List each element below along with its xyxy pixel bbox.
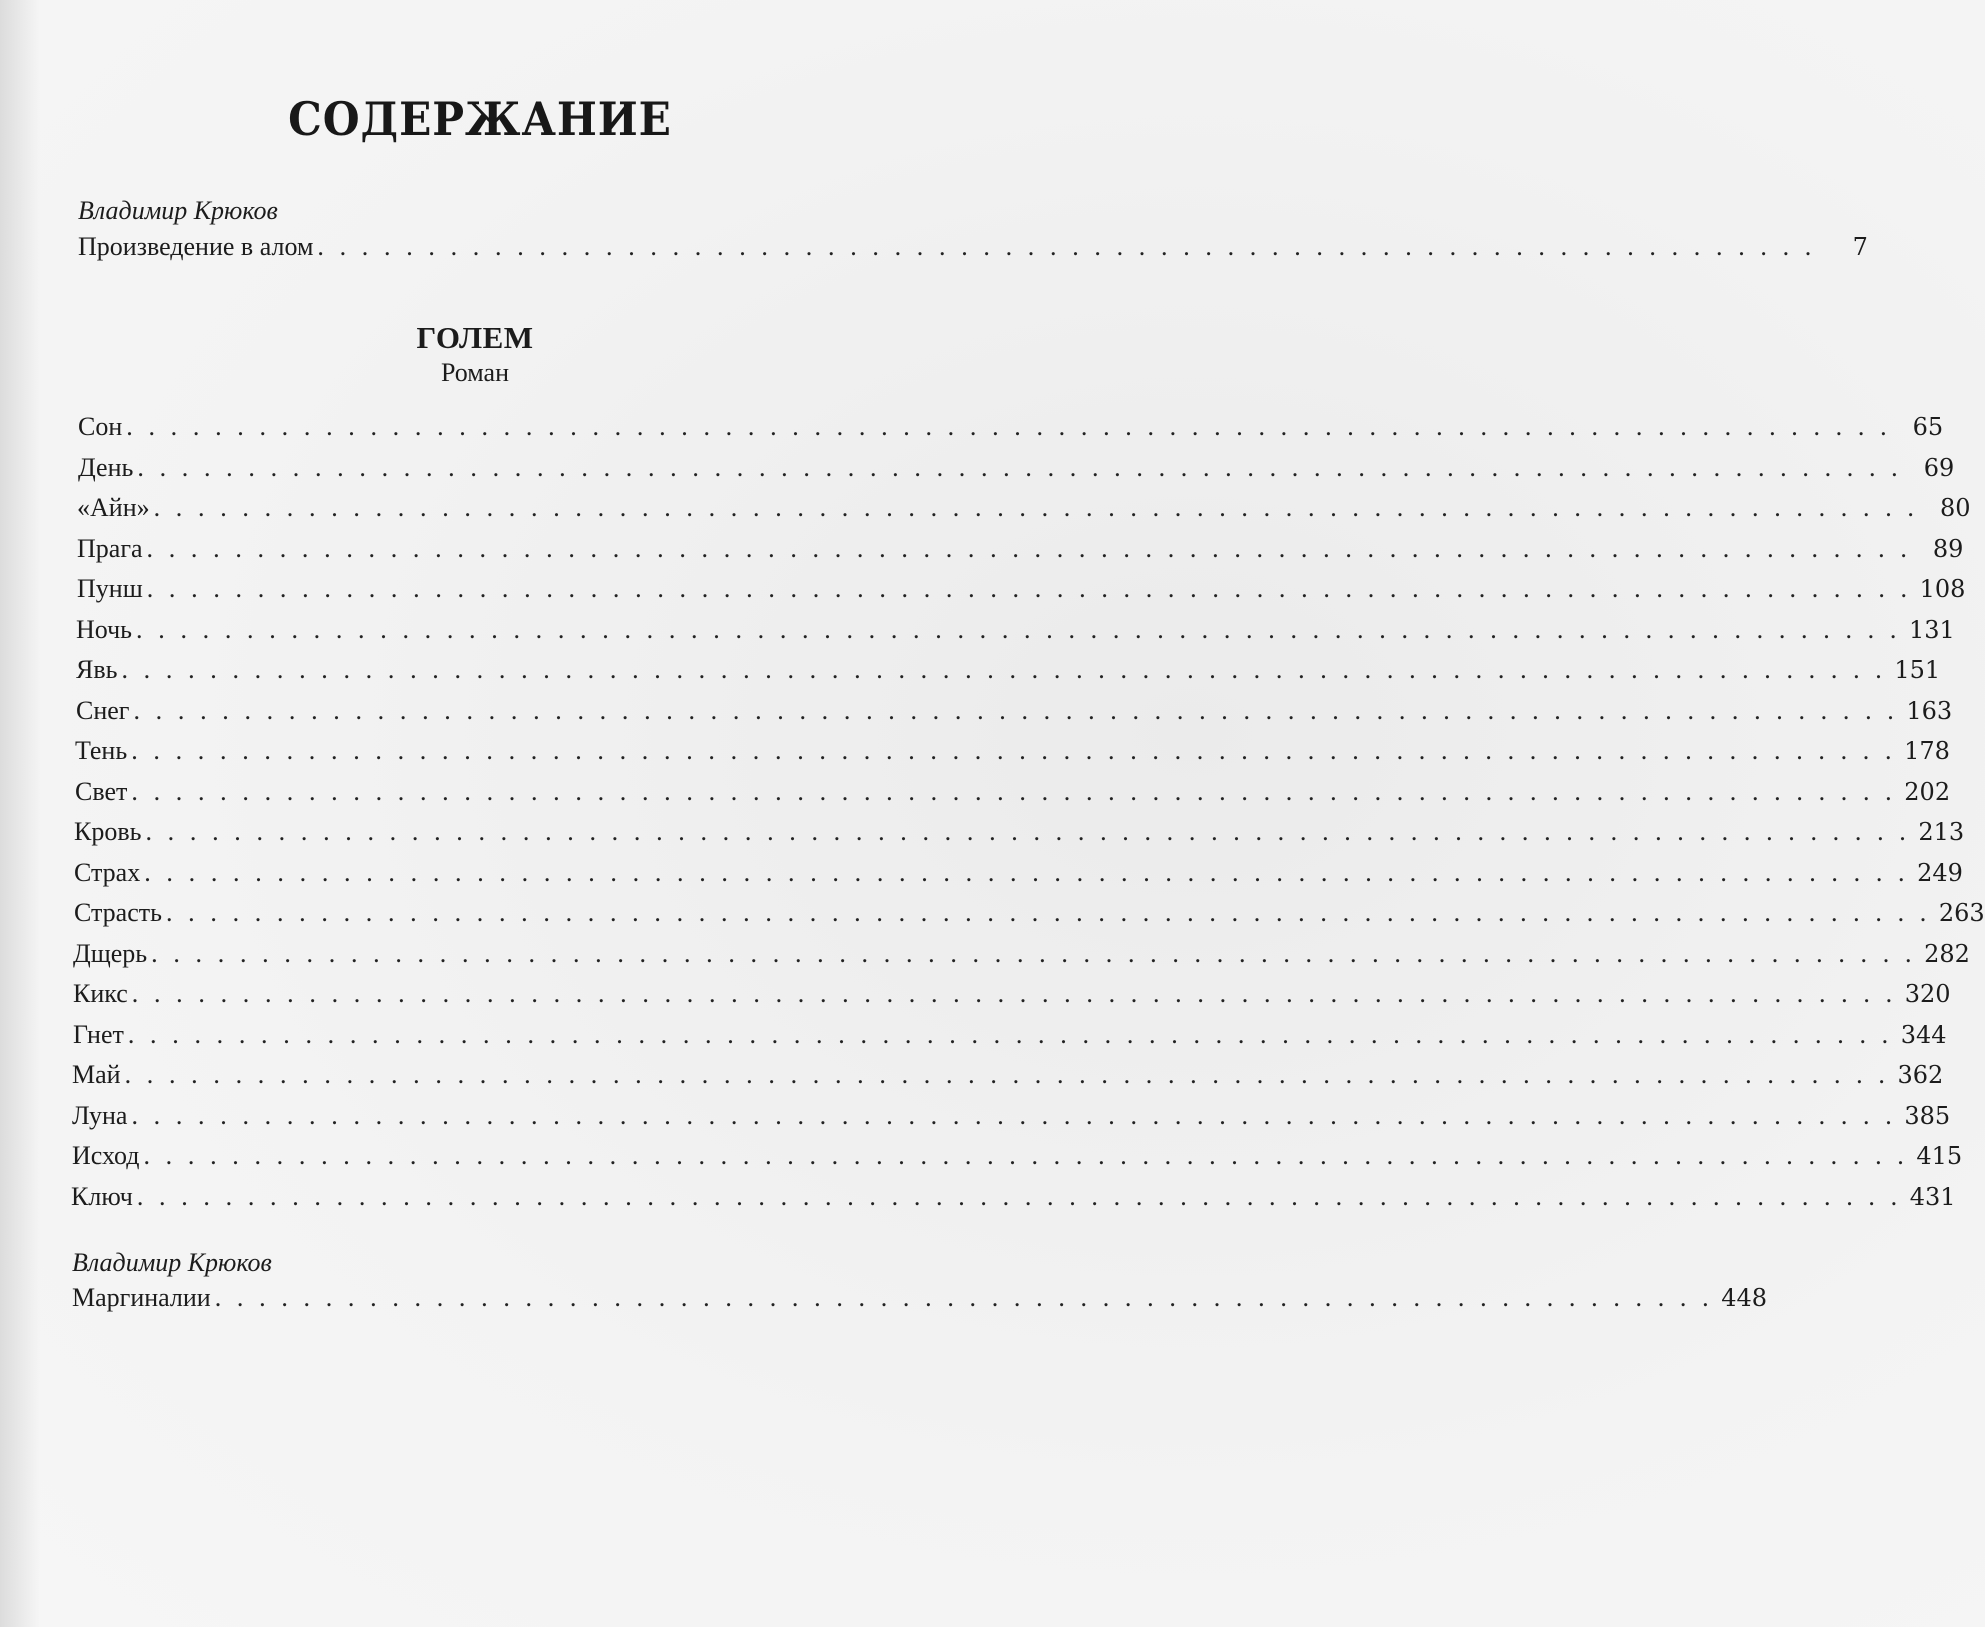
entry-page: 448 (1721, 1284, 1768, 1312)
chapter-title: Прага (77, 534, 143, 563)
section-subtitle: Роман (440, 358, 510, 387)
chapter-entry (74, 856, 1963, 890)
leader-dots: . . . . . . . . . . . . . . . . . . . . . . . . . . . . . . . . . . . . . . . . . . . . . . . . . . . . . . . . . . . . . . . . . . . . . . . . . . . . . . . . (126, 412, 1892, 441)
chapter-page: 249 (1917, 859, 1963, 887)
entry-title: Маргиналии (72, 1283, 211, 1312)
leader-dots: . . . . . . . . . . . . . . . . . . . . . . . . . . . . . . . . . . . . . . . . . . . . . . . . . . . . . . . . . . . . . . . . . . . . . . . . . . . . . . . . (124, 1060, 1890, 1089)
leader-dots: . . . . . . . . . . . . . . . . . . . . . . . . . . . . . . . . . . . . . . . . . . . . . . . . . . . . . . . . . . . . . . . . . . . . . . . . . . . . . . . . (136, 1182, 1902, 1211)
chapter-entry (73, 977, 1951, 1011)
chapter-page: 89 (1932, 535, 1964, 563)
chapter-entry (77, 491, 1971, 525)
chapter-title: Явь (76, 655, 118, 684)
chapter-page: 282 (1924, 940, 1970, 968)
leader-dots: . . . . . . . . . . . . . . . . . . . . . . . . . . . . . . . . . . . . . . . . . . . . . . . . . . . . . . . . . . . . . . . . . . . . (317, 232, 1816, 261)
chapter-page: 163 (1906, 697, 1953, 725)
chapter-title: Кровь (74, 817, 142, 846)
leader-dots: . . . . . . . . . . . . . . . . . . . . . . . . . . . . . . . . . . . . . . . . . . . . . . . . . . . . . . . . . . . . . . . . . . . . . . . . . . . . . . . . (143, 1141, 1909, 1170)
leader-dots: . . . . . . . . . . . . . . . . . . . . . . . . . . . . . . . . . . . . . . . . . . . . . . . . . . . . . . . . . . . . . . . . . . . . . . . . . . . . . . . . (133, 696, 1899, 725)
chapter-entry (74, 815, 1965, 849)
chapter-page: 362 (1897, 1061, 1944, 1089)
leader-dots: . . . . . . . . . . . . . . . . . . . . . . . . . . . . . . . . . . . . . . . . . . . . . . . . . . . . . . . . . . . . . . . . . . . . . . . . . . . . . . . . (131, 777, 1897, 806)
leader-dots: . . . . . . . . . . . . . . . . . . . . . . . . . . . . . . . . . . . . . . . . . . . . . . . . . . . . . . . . . . . . . . . . . . . . . . . . . . . . . . . . (127, 1020, 1893, 1049)
chapter-entry (73, 1018, 1947, 1052)
chapter-title: Ключ (71, 1182, 133, 1211)
chapter-entry (73, 937, 1970, 971)
chapter-title: «Айн» (77, 493, 150, 522)
chapter-title: Май (72, 1060, 121, 1089)
leader-dots: . . . . . . . . . . . . . . . . . . . . . . . . . . . . . . . . . . . . . . . . . . . . . . . . . . . . . . . . . . . . . . . . . . . . . . . . . . . . . . . . (165, 898, 1931, 927)
chapter-entry (75, 734, 1950, 768)
chapter-entry (76, 613, 1955, 647)
leader-dots: . . . . . . . . . . . . . . . . . . . . . . . . . . . . . . . . . . . . . . . . . . . . . . . . . . . . . . . . . . . . . . . . . . . . (214, 1283, 1714, 1312)
chapter-page: 108 (1919, 575, 1966, 603)
chapter-page: 213 (1918, 818, 1965, 846)
chapter-entry (77, 532, 1964, 566)
chapter-page: 320 (1904, 980, 1951, 1008)
page-edge-shadow (0, 0, 40, 1627)
chapter-entry (74, 896, 1985, 930)
leader-dots: . . . . . . . . . . . . . . . . . . . . . . . . . . . . . . . . . . . . . . . . . . . . . . . . . . . . . . . . . . . . . . . . . . . . . . . . . . . . . . . . (131, 1101, 1897, 1130)
chapter-entry (75, 775, 1951, 809)
chapter-page: 263 (1938, 899, 1985, 927)
entry-page: 7 (1852, 233, 1868, 261)
chapter-title: Гнет (73, 1020, 124, 1049)
leader-dots: . . . . . . . . . . . . . . . . . . . . . . . . . . . . . . . . . . . . . . . . . . . . . . . . . . . . . . . . . . . . . . . . . . . . . . . . . . . . . . . . (131, 736, 1897, 765)
intro-entry (78, 230, 1868, 264)
chapter-page: 131 (1908, 616, 1955, 644)
page-title: СОДЕРЖАНИЕ (288, 92, 672, 146)
chapter-page: 151 (1894, 656, 1941, 684)
chapter-page: 431 (1909, 1183, 1956, 1211)
chapter-page: 178 (1904, 737, 1950, 765)
chapter-entry (71, 1180, 1956, 1214)
chapter-title: Свет (75, 777, 128, 806)
chapter-title: Луна (72, 1101, 128, 1130)
leader-dots: . . . . . . . . . . . . . . . . . . . . . . . . . . . . . . . . . . . . . . . . . . . . . . . . . . . . . . . . . . . . . . . . . . . . . . . . . . . . . . . . (137, 453, 1903, 482)
chapter-title: Снег (76, 696, 130, 725)
chapter-page: 415 (1916, 1142, 1963, 1170)
leader-dots: . . . . . . . . . . . . . . . . . . . . . . . . . . . . . . . . . . . . . . . . . . . . . . . . . . . . . . . . . . . . . . . . . . . . . . . . . . . . . . . . (153, 493, 1919, 522)
leader-dots: . . . . . . . . . . . . . . . . . . . . . . . . . . . . . . . . . . . . . . . . . . . . . . . . . . . . . . . . . . . . . . . . . . . . . . . . . . . . . . . . (144, 858, 1910, 887)
chapter-title: Дщерь (73, 939, 148, 968)
chapter-title: Тень (75, 736, 128, 765)
chapter-page: 80 (1939, 494, 1971, 522)
chapter-entry (76, 694, 1953, 728)
chapter-title: Страх (74, 858, 141, 887)
chapter-title: Страсть (74, 898, 162, 927)
chapter-entry (77, 572, 1966, 606)
chapter-title: Пунш (77, 574, 143, 603)
outro-entry (72, 1281, 1768, 1315)
leader-dots: . . . . . . . . . . . . . . . . . . . . . . . . . . . . . . . . . . . . . . . . . . . . . . . . . . . . . . . . . . . . . . . . . . . . . . . . . . . . . . . . (136, 615, 1901, 644)
chapter-entry (72, 1099, 1951, 1133)
chapter-page: 69 (1923, 454, 1955, 482)
chapter-title: Исход (72, 1141, 140, 1170)
section-title: ГОЛЕМ (416, 320, 534, 355)
leader-dots: . . . . . . . . . . . . . . . . . . . . . . . . . . . . . . . . . . . . . . . . . . . . . . . . . . . . . . . . . . . . . . . . . . . . . . . . . . . . . . . . (146, 534, 1912, 563)
chapter-entry (72, 1139, 1963, 1173)
chapter-entry (78, 451, 1955, 485)
chapter-entry (78, 410, 1944, 444)
leader-dots: . . . . . . . . . . . . . . . . . . . . . . . . . . . . . . . . . . . . . . . . . . . . . . . . . . . . . . . . . . . . . . . . . . . . . . . . . . . . . . . . (121, 655, 1887, 684)
chapter-page: 202 (1904, 778, 1951, 806)
chapter-page: 65 (1912, 413, 1944, 441)
chapter-title: Ночь (76, 615, 133, 644)
chapter-title: Сон (78, 412, 123, 441)
chapter-page: 344 (1900, 1021, 1947, 1049)
leader-dots: . . . . . . . . . . . . . . . . . . . . . . . . . . . . . . . . . . . . . . . . . . . . . . . . . . . . . . . . . . . . . . . . . . . . . . . . . . . . . . . . (151, 939, 1917, 968)
intro-author: Владимир Крюков (78, 196, 278, 225)
chapter-entry (72, 1058, 1944, 1092)
chapter-entry (76, 653, 1941, 687)
outro-author: Владимир Крюков (72, 1248, 272, 1277)
leader-dots: . . . . . . . . . . . . . . . . . . . . . . . . . . . . . . . . . . . . . . . . . . . . . . . . . . . . . . . . . . . . . . . . . . . . . . . . . . . . . . . . (146, 574, 1912, 603)
chapter-title: Кикс (73, 979, 128, 1008)
chapter-page: 385 (1904, 1102, 1951, 1130)
chapter-title: День (78, 453, 134, 482)
entry-title: Произведение в алом (78, 232, 314, 261)
leader-dots: . . . . . . . . . . . . . . . . . . . . . . . . . . . . . . . . . . . . . . . . . . . . . . . . . . . . . . . . . . . . . . . . . . . . . . . . . . . . . . . . (145, 817, 1911, 846)
leader-dots: . . . . . . . . . . . . . . . . . . . . . . . . . . . . . . . . . . . . . . . . . . . . . . . . . . . . . . . . . . . . . . . . . . . . . . . . . . . . . . . . (131, 979, 1897, 1008)
